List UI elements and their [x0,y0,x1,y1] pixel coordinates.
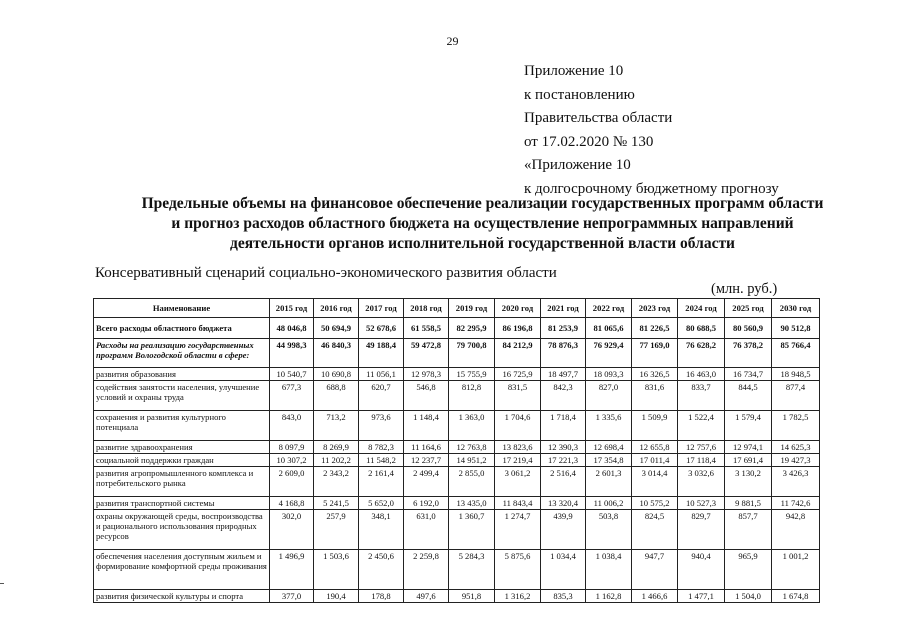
value-cell: 1 503,6 [314,550,359,590]
title-line-3: деятельности органов исполнительной государственной власти области [229,235,735,252]
value-cell: 831,5 [495,381,541,411]
value-cell: 10 527,3 [678,497,725,510]
value-cell: 503,8 [586,510,632,550]
table-row [94,510,820,550]
column-header-year: 2021 год [541,299,586,318]
value-cell: 829,7 [678,510,725,550]
value-cell: 348,1 [359,510,404,550]
appendix-line-3: Правительства области [524,110,673,126]
value-cell: 178,8 [359,590,404,603]
appendix-line-1: Приложение 10 [524,63,624,79]
row-name-cell: социальной поддержки граждан [94,454,270,467]
value-cell: 59 472,8 [404,339,449,368]
row-name-cell: охраны окружающей среды, воспроизводства и рационального использования природных ресурсов [94,510,270,550]
value-cell: 3 061,2 [495,467,541,497]
value-cell: 9 881,5 [725,497,772,510]
value-cell: 77 169,0 [632,339,678,368]
value-cell: 12 655,8 [632,441,678,454]
value-cell: 2 855,0 [449,467,495,497]
value-cell: 12 757,6 [678,441,725,454]
table-row [94,590,820,603]
value-cell: 843,0 [270,411,314,441]
value-cell: 439,9 [541,510,586,550]
value-cell: 2 161,4 [359,467,404,497]
value-cell: 52 678,6 [359,318,404,339]
value-cell: 4 168,8 [270,497,314,510]
value-cell: 2 499,4 [404,467,449,497]
value-cell: 19 427,3 [772,454,820,467]
value-cell: 76 628,2 [678,339,725,368]
value-cell: 61 558,5 [404,318,449,339]
value-cell: 713,2 [314,411,359,441]
value-cell: 1 360,7 [449,510,495,550]
value-cell: 79 700,8 [449,339,495,368]
column-header-year: 2016 год [314,299,359,318]
value-cell: 85 766,4 [772,339,820,368]
value-cell: 8 782,3 [359,441,404,454]
value-cell: 78 876,3 [541,339,586,368]
budget-table [93,298,820,603]
value-cell: 831,6 [632,381,678,411]
value-cell: 3 130,2 [725,467,772,497]
value-cell: 14 625,3 [772,441,820,454]
value-cell: 1 477,1 [678,590,725,603]
value-cell: 10 540,7 [270,368,314,381]
value-cell: 49 188,4 [359,339,404,368]
column-header-year: 2025 год [725,299,772,318]
value-cell: 1 038,4 [586,550,632,590]
value-cell: 1 579,4 [725,411,772,441]
unit-label: (млн. руб.) [711,281,778,297]
page-number: 29 [446,34,459,48]
value-cell: 1 522,4 [678,411,725,441]
value-cell: 16 326,5 [632,368,678,381]
value-cell: 12 978,3 [404,368,449,381]
value-cell: 1 466,6 [632,590,678,603]
value-cell: 17 354,8 [586,454,632,467]
value-cell: 11 202,2 [314,454,359,467]
value-cell: 1 316,2 [495,590,541,603]
value-cell: 1 496,9 [270,550,314,590]
value-cell: 812,8 [449,381,495,411]
title-line-1: Предельные объемы на финансовое обеспечение реализации государственных программ области [141,195,824,212]
row-name-cell: Всего расходы областного бюджета [94,318,270,339]
value-cell: 2 259,8 [404,550,449,590]
column-header-year: 2023 год [632,299,678,318]
value-cell: 17 221,3 [541,454,586,467]
table-row [94,368,820,381]
value-cell: 17 219,4 [495,454,541,467]
column-header-year: 2017 год [359,299,404,318]
value-cell: 76 929,4 [586,339,632,368]
value-cell: 81 226,5 [632,318,678,339]
column-header-year: 2015 год [270,299,314,318]
appendix-line-6: к долгосрочному бюджетному прогнозу [524,180,779,197]
value-cell: 18 093,3 [586,368,632,381]
column-header-name: Наименование [94,299,270,318]
column-header-year: 2019 год [449,299,495,318]
value-cell: 11 006,2 [586,497,632,510]
value-cell: 965,9 [725,550,772,590]
value-cell: 50 694,9 [314,318,359,339]
value-cell: 833,7 [678,381,725,411]
appendix-line-4: от 17.02.2020 № 130 [524,133,654,150]
value-cell: 81 065,6 [586,318,632,339]
value-cell: 12 974,1 [725,441,772,454]
value-cell: 80 688,5 [678,318,725,339]
value-cell: 90 512,8 [772,318,820,339]
value-cell: 16 463,0 [678,368,725,381]
value-cell: 17 118,4 [678,454,725,467]
value-cell: 80 560,9 [725,318,772,339]
value-cell: 13 823,6 [495,441,541,454]
value-cell: 947,7 [632,550,678,590]
table-row [94,318,820,339]
value-cell: 12 237,7 [404,454,449,467]
value-cell: 82 295,9 [449,318,495,339]
value-cell: 1 363,0 [449,411,495,441]
value-cell: 1 504,0 [725,590,772,603]
row-name-cell: развития физической культуры и спорта [94,590,270,603]
value-cell: 48 046,8 [270,318,314,339]
value-cell: 377,0 [270,590,314,603]
value-cell: 2 343,2 [314,467,359,497]
appendix-block [524,60,779,201]
value-cell: 86 196,8 [495,318,541,339]
value-cell: 940,4 [678,550,725,590]
value-cell: 1 335,6 [586,411,632,441]
table-row [94,411,820,441]
table-row [94,467,820,497]
value-cell: 631,0 [404,510,449,550]
table-row [94,381,820,411]
value-cell: 46 840,3 [314,339,359,368]
value-cell: 1 674,8 [772,590,820,603]
value-cell: 10 690,8 [314,368,359,381]
value-cell: 257,9 [314,510,359,550]
value-cell: 877,4 [772,381,820,411]
value-cell: 81 253,9 [541,318,586,339]
value-cell: 1 782,5 [772,411,820,441]
row-name-cell: развитие здравоохранения [94,441,270,454]
value-cell: 3 014,4 [632,467,678,497]
value-cell: 12 763,8 [449,441,495,454]
row-name-cell: развития транспортной системы [94,497,270,510]
document-title [60,194,905,254]
value-cell: 17 691,4 [725,454,772,467]
value-cell: 1 001,2 [772,550,820,590]
value-cell: 8 269,9 [314,441,359,454]
value-cell: 835,3 [541,590,586,603]
value-cell: 1 274,7 [495,510,541,550]
value-cell: 10 307,2 [270,454,314,467]
value-cell: 15 755,9 [449,368,495,381]
table-row [94,339,820,368]
table-header-row [94,299,820,318]
value-cell: 16 734,7 [725,368,772,381]
value-cell: 1 034,4 [541,550,586,590]
appendix-line-5: «Приложение 10 [524,157,631,173]
column-header-year: 2030 год [772,299,820,318]
table-row [94,497,820,510]
value-cell: 5 652,0 [359,497,404,510]
value-cell: 6 192,0 [404,497,449,510]
appendix-line-2: к постановлению [524,86,635,103]
table-row [94,550,820,590]
scenario-heading: Консервативный сценарий социально-экономического развития области [95,265,557,281]
value-cell: 3 426,3 [772,467,820,497]
value-cell: 12 390,3 [541,441,586,454]
value-cell: 11 164,6 [404,441,449,454]
value-cell: 14 951,2 [449,454,495,467]
value-cell: 8 097,9 [270,441,314,454]
value-cell: 688,8 [314,381,359,411]
value-cell: 11 548,2 [359,454,404,467]
value-cell: 1 718,4 [541,411,586,441]
row-name-cell: сохранения и развития культурного потенциала [94,411,270,441]
value-cell: 11 056,1 [359,368,404,381]
value-cell: 1 704,6 [495,411,541,441]
value-cell: 2 609,0 [270,467,314,497]
value-cell: 18 497,7 [541,368,586,381]
value-cell: 842,3 [541,381,586,411]
column-header-year: 2020 год [495,299,541,318]
column-header-year: 2022 год [586,299,632,318]
value-cell: 1 509,9 [632,411,678,441]
value-cell: 11 742,6 [772,497,820,510]
value-cell: 13 435,0 [449,497,495,510]
value-cell: 942,8 [772,510,820,550]
value-cell: 824,5 [632,510,678,550]
value-cell: 190,4 [314,590,359,603]
value-cell: 44 998,3 [270,339,314,368]
row-name-cell: содействия занятости населения, улучшение условий и охраны труда [94,381,270,411]
value-cell: 857,7 [725,510,772,550]
value-cell: 76 378,2 [725,339,772,368]
title-line-2: и прогноз расходов областного бюджета на осуществление непрограммных направлений [171,215,794,232]
value-cell: 677,3 [270,381,314,411]
value-cell: 16 725,9 [495,368,541,381]
value-cell: 302,0 [270,510,314,550]
row-name-cell: Расходы на реализацию государственных программ Вологодской области в сфере: [94,339,270,368]
value-cell: 12 698,4 [586,441,632,454]
value-cell: 827,0 [586,381,632,411]
value-cell: 973,6 [359,411,404,441]
column-header-year: 2024 год [678,299,725,318]
value-cell: 5 284,3 [449,550,495,590]
value-cell: 11 843,4 [495,497,541,510]
value-cell: 10 575,2 [632,497,678,510]
value-cell: 844,5 [725,381,772,411]
value-cell: 2 450,6 [359,550,404,590]
value-cell: 546,8 [404,381,449,411]
value-cell: 2 601,3 [586,467,632,497]
value-cell: 2 516,4 [541,467,586,497]
scan-edge-mark [0,583,4,584]
value-cell: 951,8 [449,590,495,603]
value-cell: 84 212,9 [495,339,541,368]
value-cell: 1 162,8 [586,590,632,603]
value-cell: 497,6 [404,590,449,603]
value-cell: 620,7 [359,381,404,411]
value-cell: 1 148,4 [404,411,449,441]
value-cell: 5 875,6 [495,550,541,590]
row-name-cell: развития агропромышленного комплекса и потребительского рынка [94,467,270,497]
value-cell: 18 948,5 [772,368,820,381]
value-cell: 17 011,4 [632,454,678,467]
value-cell: 5 241,5 [314,497,359,510]
table-row [94,454,820,467]
row-name-cell: развития образования [94,368,270,381]
row-name-cell: обеспечения населения доступным жильем и формирование комфортной среды проживания [94,550,270,590]
value-cell: 13 320,4 [541,497,586,510]
table-row [94,441,820,454]
column-header-year: 2018 год [404,299,449,318]
value-cell: 3 032,6 [678,467,725,497]
